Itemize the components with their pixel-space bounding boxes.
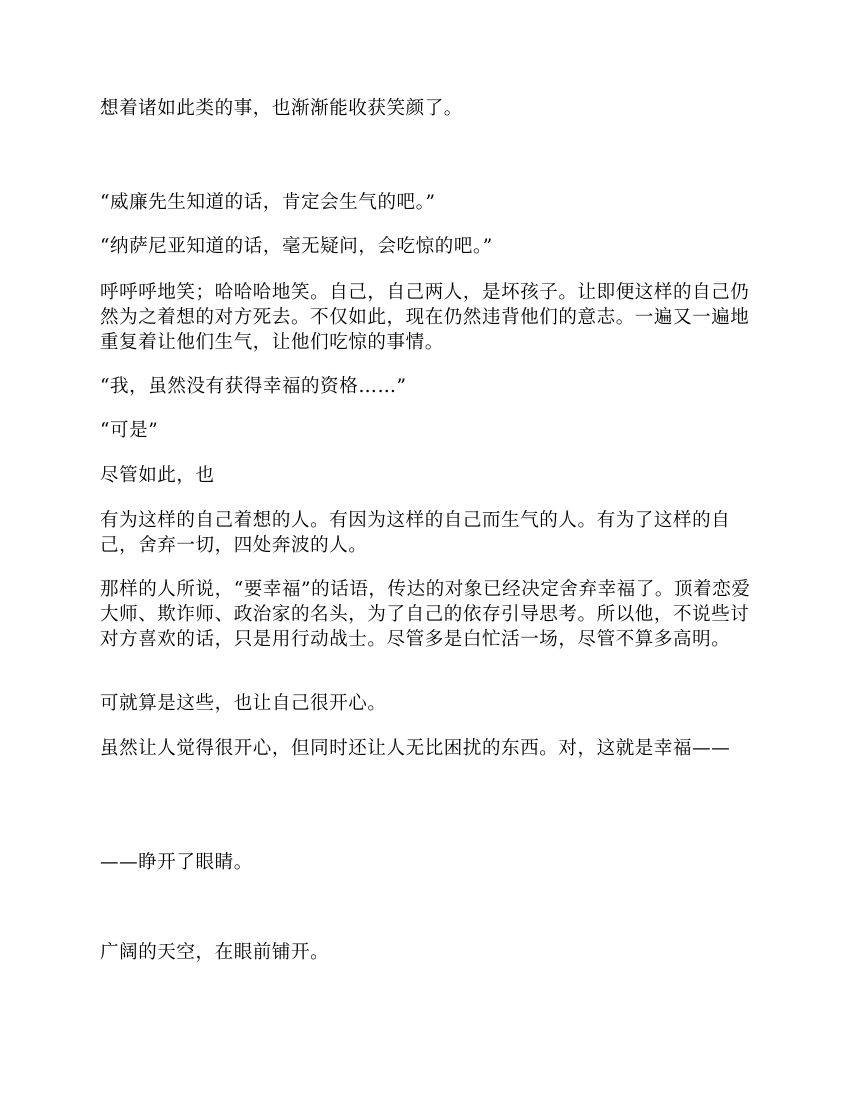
paragraph-1: 想着诸如此类的事，也渐渐能收获笑颜了。	[100, 98, 463, 119]
paragraph-6: “可是”	[100, 420, 159, 441]
paragraph-8: 有为这样的自己着想的人。有因为这样的自己而生气的人。有为了这样的自己，舍弃一切，四处奔波的人。	[100, 510, 731, 556]
paragraph-3: “纳萨尼亚知道的话，毫无疑问，会吃惊的吧。”	[100, 236, 493, 257]
paragraph-7: 尽管如此，也	[100, 465, 215, 486]
paragraph-10: 可就算是这些，也让自己很开心。	[100, 693, 387, 714]
paragraph-11: 虽然让人觉得很开心，但同时还让人无比困扰的东西。对，这就是幸福——	[100, 738, 731, 759]
paragraph-13: 广阔的天空，在眼前铺开。	[100, 942, 330, 963]
paragraph-5: “我，虽然没有获得幸福的资格……”	[100, 376, 407, 397]
paragraph-9: 那样的人所说，“要幸福”的话语，传达的对象已经决定舍弃幸福了。顶着恋爱大师、欺诈师、政治家的名头，为了自己的依存引导思考。所以他，不说些讨对方喜欢的话，只是用行动战士。尽管多是白忙活一场，尽管不算多高明。	[100, 579, 751, 650]
paragraph-12: ——睁开了眼睛。	[100, 852, 253, 873]
paragraph-2: “威廉先生知道的话，肯定会生气的吧。”	[100, 192, 436, 213]
paragraph-4: 呼呼呼地笑；哈哈哈地笑。自己，自己两人，是坏孩子。让即便这样的自己仍然为之着想的对方死去。不仅如此，现在仍然违背他们的意志。一遍又一遍地重复着让他们生气，让他们吃惊的事情。	[100, 282, 750, 353]
